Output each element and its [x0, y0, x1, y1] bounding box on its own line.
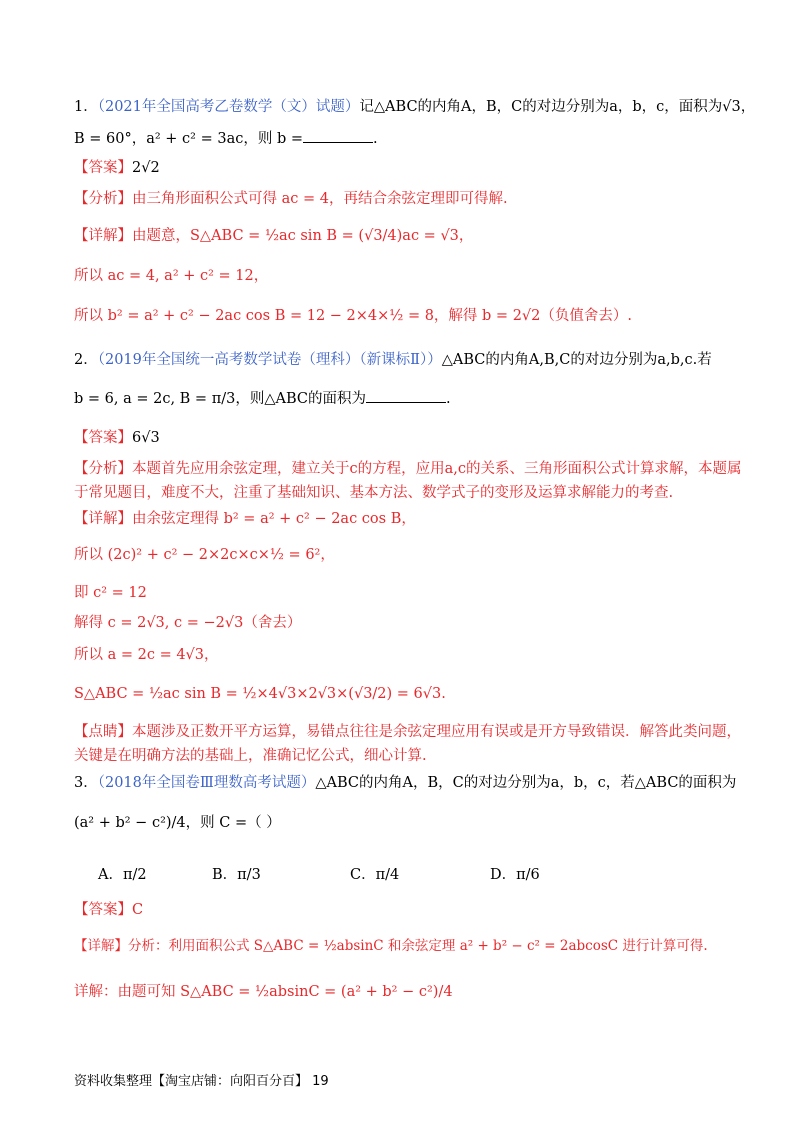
q3-detail2: 详解：由题可知 S△ABC = ½absinC = (a² + b² − c²)/4 — [74, 984, 453, 1000]
q3-answer-value: C — [132, 902, 144, 918]
q2-stem-b: b = 6, a = 2c, B = π/3，则△ABC的面积为 — [74, 391, 366, 407]
q1-answer — [74, 158, 740, 178]
q2-detail1-text: 【详解】由余弦定理得 b² = a² + c² − 2ac cos B， — [74, 511, 416, 527]
q2-answer-value: 6√3 — [132, 430, 160, 446]
q3-option-d[interactable]: D．π/6 — [490, 867, 540, 883]
q1-number: 1． — [74, 99, 98, 115]
q1-source: （2021年全国高考乙卷数学（文）试题） — [97, 99, 360, 115]
q2-detail2: 所以 (2c)² + c² − 2×2c×c×½ = 6²， — [74, 547, 335, 563]
q2-source: （2019年全国统一高考数学试卷（理科）（新课标Ⅱ）） — [97, 352, 442, 368]
q1-answer-blank — [303, 128, 373, 143]
q2-detail6: S△ABC = ½ac sin B = ½×4√3×2√3×(√3/2) = 6√3. — [74, 686, 446, 702]
q3-option-c[interactable]: C．π/4 — [350, 867, 400, 883]
q2-answer-blank — [366, 388, 446, 403]
q3-stem-a: △ABC的内角A，B，C的对边分别为a，b，c，若△ABC的面积为 — [315, 775, 737, 791]
q2-detail4: 解得 c = 2√3, c = −2√3（舍去） — [74, 615, 302, 631]
q2-answer — [74, 428, 740, 448]
q2-detail1 — [74, 509, 740, 529]
q1-stem-a: 记△ABC的内角A，B，C的对边分别为a，b，c，面积为√3， — [359, 99, 756, 115]
q3-detail1: 【详解】分析：利用面积公式 S△ABC = ½absinC 和余弦定理 a² + b² − c² = 2abcosC 进行计算可得. — [74, 938, 708, 954]
q2-detail3: 即 c² = 12 — [74, 585, 147, 601]
q1-detail2: 所以 ac = 4, a² + c² = 12， — [74, 268, 269, 284]
q2-analysis1: 【分析】本题首先应用余弦定理，建立关于c的方程，应用a,c的关系、三角形面积公式计算求解，本题属 — [74, 461, 742, 477]
q2-number: 2． — [74, 352, 98, 368]
q2-point2: 关键是在明确方法的基础上，准确记忆公式，细心计算. — [74, 748, 427, 764]
q1-stem-line1 — [74, 97, 756, 117]
q2-answer-tag: 【答案】 — [74, 430, 132, 446]
q2-stem-line2: b = 6, a = 2c, B = π/3，则△ABC的面积为 . — [74, 388, 740, 409]
q2-analysis2: 于常见题目，难度不大，注重了基础知识、基本方法、数学式子的变形及运算求解能力的考查. — [74, 485, 674, 501]
q3-number: 3． — [74, 775, 98, 791]
q1-stem-b: B = 60°，a² + c² = 3ac，则 b = — [74, 131, 303, 147]
q1-detail3: 所以 b² = a² + c² − 2ac cos B = 12 − 2×4×½ = 8，解得 b = 2√2（负值舍去）. — [74, 308, 632, 324]
q1-analysis: 【分析】由三角形面积公式可得 ac = 4，再结合余弦定理即可得解. — [74, 191, 508, 207]
q2-point1: 【点睛】本题涉及正数开平方运算，易错点往往是余弦定理应用有误或是开方导致错误．解答此类问题， — [74, 724, 741, 740]
q1-stem-line2: B = 60°，a² + c² = 3ac，则 b = . — [74, 128, 740, 149]
q1-answer-tag: 【答案】 — [74, 160, 132, 176]
page-footer: 资料收集整理【淘宝店铺：向阳百分百】 19 — [74, 1074, 329, 1089]
q2-stem-line1 — [74, 350, 740, 370]
q3-answer-tag: 【答案】 — [74, 902, 132, 918]
q1-answer-value: 2√2 — [132, 160, 160, 176]
q1-detail1: 【详解】由题意，S△ABC = ½ac sin B = (√3/4)ac = √3， — [74, 228, 474, 244]
q3-option-a[interactable]: A．π/2 — [98, 867, 147, 883]
q3-source: （2018年全国卷Ⅲ理数高考试题） — [97, 775, 316, 791]
q3-answer — [74, 900, 740, 920]
q3-stem-line2: (a² + b² − c²)/4，则 C =（ ） — [74, 815, 281, 831]
q2-detail5: 所以 a = 2c = 4√3， — [74, 647, 219, 663]
q3-stem-line1 — [74, 773, 740, 793]
q3-option-b[interactable]: B．π/3 — [212, 867, 261, 883]
q2-stem-a: △ABC的内角A,B,C的对边分别为a,b,c.若 — [441, 352, 712, 368]
